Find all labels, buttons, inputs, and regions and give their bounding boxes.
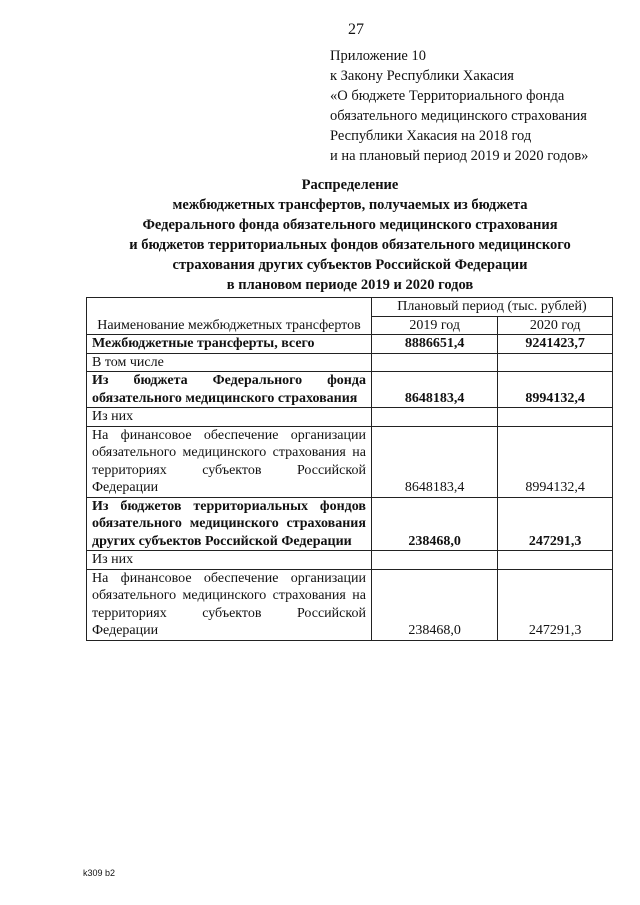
row-name-cell: Межбюджетные трансферты, всего (87, 335, 372, 354)
heading-line: страхования других субъектов Российской Федерации (172, 257, 528, 273)
row-2020-value: 247291,3 (498, 569, 613, 640)
row-2019-value (371, 353, 497, 372)
appendix-reference (330, 46, 588, 166)
table-row (87, 335, 613, 354)
table-row (87, 497, 613, 551)
appendix-line: Республики Хакасия на 2018 год (330, 128, 532, 144)
table-row (87, 569, 613, 640)
footer-code: k309 b2 (83, 868, 116, 878)
table-row (87, 372, 613, 408)
row-2019-value: 8648183,4 (371, 372, 497, 408)
table-row (87, 426, 613, 497)
row-2019-value (371, 408, 497, 427)
appendix-line: «О бюджете Территориального фонда (330, 88, 565, 104)
heading-line: в плановом периоде 2019 и 2020 годов (226, 277, 474, 293)
row-2020-value: 9241423,7 (498, 335, 613, 354)
row-2020-value: 8994132,4 (498, 372, 613, 408)
appendix-line: и на плановый период 2019 и 2020 годов» (330, 148, 589, 164)
year-2020-header: 2020 год (498, 316, 613, 335)
row-name-cell: На финансовое обеспечение организации обязательного медицинского страхования на территориях субъектов Российской Федерации (87, 569, 372, 640)
row-2019-value: 238468,0 (371, 569, 497, 640)
table-row (87, 551, 613, 570)
row-name-cell: Из них (87, 408, 372, 427)
row-name-cell: В том числе (87, 353, 372, 372)
row-2019-value: 238468,0 (371, 497, 497, 551)
row-name-cell: На финансовое обеспечение организации обязательного медицинского страхования на территориях субъектов Российской Федерации (87, 426, 372, 497)
name-column-header: Наименование межбюджетных трансфертов (87, 298, 372, 335)
page-number: 27 (348, 21, 364, 38)
row-2020-value (498, 353, 613, 372)
period-column-header: Плановый период (тыс. рублей) (371, 298, 612, 317)
row-name-cell: Из бюджетов территориальных фондов обязательного медицинского страхования других субъектов Российской Федерации (87, 497, 372, 551)
row-name-cell: Из них (87, 551, 372, 570)
heading-line: Распределение (301, 177, 399, 193)
row-2020-value: 8994132,4 (498, 426, 613, 497)
row-name-cell: Из бюджета Федерального фонда обязательного медицинского страхования (87, 372, 372, 408)
document-heading (60, 175, 640, 295)
table-row (87, 353, 613, 372)
row-2019-value: 8886651,4 (371, 335, 497, 354)
year-2019-header: 2019 год (371, 316, 497, 335)
appendix-line: к Закону Республики Хакасия (330, 68, 514, 84)
table-header-row (87, 298, 613, 317)
heading-line: Федерального фонда обязательного медицинского страхования (142, 217, 558, 233)
row-2020-value (498, 551, 613, 570)
appendix-line: обязательного медицинского страхования (330, 108, 587, 124)
appendix-line: Приложение 10 (330, 48, 426, 64)
row-2020-value: 247291,3 (498, 497, 613, 551)
heading-line: межбюджетных трансфертов, получаемых из бюджета (172, 197, 528, 213)
row-2019-value (371, 551, 497, 570)
transfers-table (86, 297, 613, 641)
table-body (87, 335, 613, 641)
heading-line: и бюджетов территориальных фондов обязательного медицинского (129, 237, 571, 253)
row-2019-value: 8648183,4 (371, 426, 497, 497)
row-2020-value (498, 408, 613, 427)
table-row (87, 408, 613, 427)
